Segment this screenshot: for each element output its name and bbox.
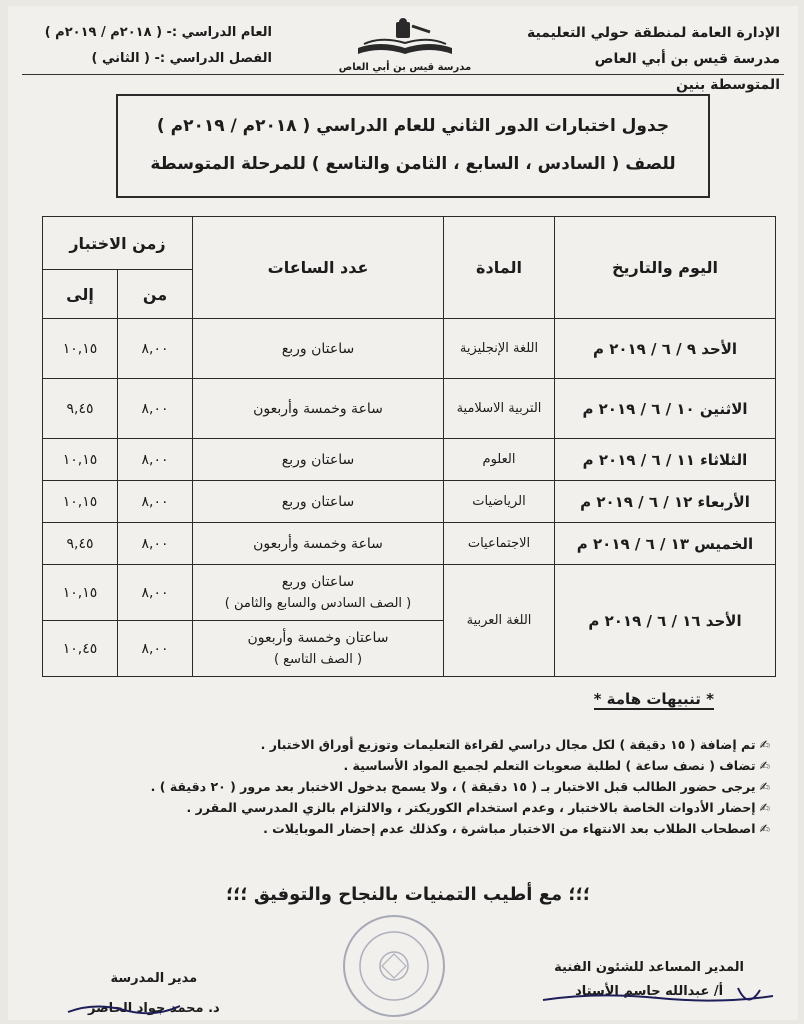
logo-caption: مدرسة قيس بن أبي العاص: [338, 62, 472, 73]
row-from: ٨,٠٠: [118, 523, 193, 565]
header-time: زمن الاختبار: [43, 217, 193, 270]
table-row-arabic-a: [43, 565, 776, 621]
header-subject: المادة: [444, 217, 555, 319]
principal-title: مدير المدرسة: [110, 971, 198, 986]
note-text: تم إضافة ( ١٥ دقيقة ) لكل مجال دراسي لقراءة التعليمات وتوزيع أوراق الاختبار .: [260, 737, 756, 752]
note-text: اصطحاب الطلاب بعد الانتهاء من الاختبار مباشرة ، وكذلك عدم إحضار الموبايلات .: [263, 821, 756, 836]
header-hours: عدد الساعات: [193, 217, 444, 319]
pen-icon: ✍: [759, 779, 770, 794]
row-from: ٨,٠٠: [118, 319, 193, 379]
signature-scribble-icon: [538, 984, 778, 1014]
document-page: [8, 6, 798, 1020]
row-day: الاثنين ١٠ / ٦ / ٢٠١٩ م: [555, 379, 776, 439]
row-subject: اللغة العربية: [444, 565, 555, 677]
row-hours: ساعة وخمسة وأربعون: [193, 379, 444, 439]
row-hours: ساعتان وربع: [193, 439, 444, 481]
notes-list: [30, 734, 770, 839]
row-from: ٨,٠٠: [118, 439, 193, 481]
row-from: ٨,٠٠: [118, 379, 193, 439]
row-hours: [193, 565, 444, 621]
row-day: الأحد ٩ / ٦ / ٢٠١٩ م: [555, 319, 776, 379]
row-to: ٩,٤٥: [43, 379, 118, 439]
school-name: مدرسة قيس بن أبي العاص المتوسطة بنين: [594, 51, 780, 93]
row-from: ٨,٠٠: [118, 621, 193, 677]
row-to: ١٠,١٥: [43, 439, 118, 481]
row-day: الأحد ١٦ / ٦ / ٢٠١٩ م: [555, 565, 776, 677]
open-book-icon: [350, 18, 460, 60]
row-from: ٨,٠٠: [118, 481, 193, 523]
list-item: [30, 818, 770, 839]
grade-group: ( الصف السادس والسابع والثامن ): [224, 595, 412, 611]
academic-year: العام الدراسي :- ( ٢٠١٨م / ٢٠١٩م ): [44, 25, 272, 40]
list-item: [30, 734, 770, 755]
assistant-manager-name: أ/ عبدالله جاسم الأستاد: [575, 984, 724, 999]
table-row: [43, 439, 776, 481]
pen-icon: ✍: [759, 800, 770, 815]
note-text: تضاف ( نصف ساعة ) لطلبة صعوبات التعلم لجميع المواد الأساسية .: [343, 758, 756, 773]
row-hours: ساعة وخمسة وأربعون: [193, 523, 444, 565]
stamp-seal-icon: [334, 908, 454, 1018]
row-from: ٨,٠٠: [118, 565, 193, 621]
official-stamp: [334, 908, 454, 1022]
row-hours: [193, 621, 444, 677]
table-row: [43, 481, 776, 523]
header-day: اليوم والتاريخ: [555, 217, 776, 319]
table-row: [43, 379, 776, 439]
school-logo: [330, 18, 480, 73]
row-to: ١٠,١٥: [43, 481, 118, 523]
grade-group: ( الصف التاسع ): [273, 651, 363, 667]
row-to: ١٠,١٥: [43, 565, 118, 621]
header-from: من: [118, 270, 193, 319]
header-right: [520, 20, 780, 98]
row-day: الثلاثاء ١١ / ٦ / ٢٠١٩ م: [555, 439, 776, 481]
title-box: [116, 94, 710, 198]
title-line-2: للصف ( السادس ، السابع ، الثامن والتاسع ) للمرحلة المتوسطة: [150, 154, 676, 174]
row-subject: العلوم: [444, 439, 555, 481]
list-item: [30, 776, 770, 797]
row-subject: اللغة الإنجليزية: [444, 319, 555, 379]
note-text: يرجى حضور الطالب قبل الاختبار بـ ( ١٥ دقيقة ) ، ولا يسمح بدخول الاختبار بعد مرور ( ٢٠ دقيقة ) .: [150, 779, 756, 794]
hours-text: ساعتان وخمسة وأربعون: [247, 629, 389, 646]
semester: الفصل الدراسي :- ( الثاني ): [91, 51, 272, 66]
list-item: [30, 755, 770, 776]
table-row: [43, 319, 776, 379]
table-row: [43, 523, 776, 565]
row-subject: الاجتماعيات: [444, 523, 555, 565]
pen-icon: ✍: [759, 758, 770, 773]
ministry-name: الإدارة العامة لمنطقة حولي التعليمية: [527, 25, 780, 41]
assistant-manager-title: المدير المساعد للشئون الفنية: [554, 960, 744, 975]
row-to: ١٠,١٥: [43, 319, 118, 379]
row-day: الأربعاء ١٢ / ٦ / ٢٠١٩ م: [555, 481, 776, 523]
header-left: [22, 20, 272, 72]
row-subject: التربية الاسلامية: [444, 379, 555, 439]
table-header-row: [43, 217, 776, 270]
notes-title-text: * تنبيهات هامة *: [593, 690, 714, 708]
header-divider: [22, 74, 784, 75]
exam-schedule-table: [42, 216, 776, 677]
closing-wish: ؛؛؛ مع أطيب التمنيات بالنجاح والتوفيق ؛؛؛: [225, 884, 591, 905]
note-text: إحضار الأدوات الخاصة بالاختبار ، وعدم استخدام الكوريكتر ، والالتزام بالزي المدرسي المقرر .: [186, 800, 756, 815]
hours-text: ساعتان وربع: [281, 573, 355, 590]
row-hours: ساعتان وربع: [193, 319, 444, 379]
pen-icon: ✍: [759, 737, 770, 752]
row-hours: ساعتان وربع: [193, 481, 444, 523]
row-to: ٩,٤٥: [43, 523, 118, 565]
principal-name: د. محمد جواد الحاضر: [88, 1001, 220, 1016]
pen-icon: ✍: [759, 821, 770, 836]
row-subject: الرياضيات: [444, 481, 555, 523]
header-to: إلى: [43, 270, 118, 319]
title-line-1: جدول اختبارات الدور الثاني للعام الدراسي ( ٢٠١٨م / ٢٠١٩م ): [156, 116, 670, 136]
row-day: الخميس ١٣ / ٦ / ٢٠١٩ م: [555, 523, 776, 565]
row-to: ١٠,٤٥: [43, 621, 118, 677]
list-item: [30, 797, 770, 818]
notes-title: [594, 690, 714, 708]
signature-scribble-icon: [64, 1000, 184, 1020]
